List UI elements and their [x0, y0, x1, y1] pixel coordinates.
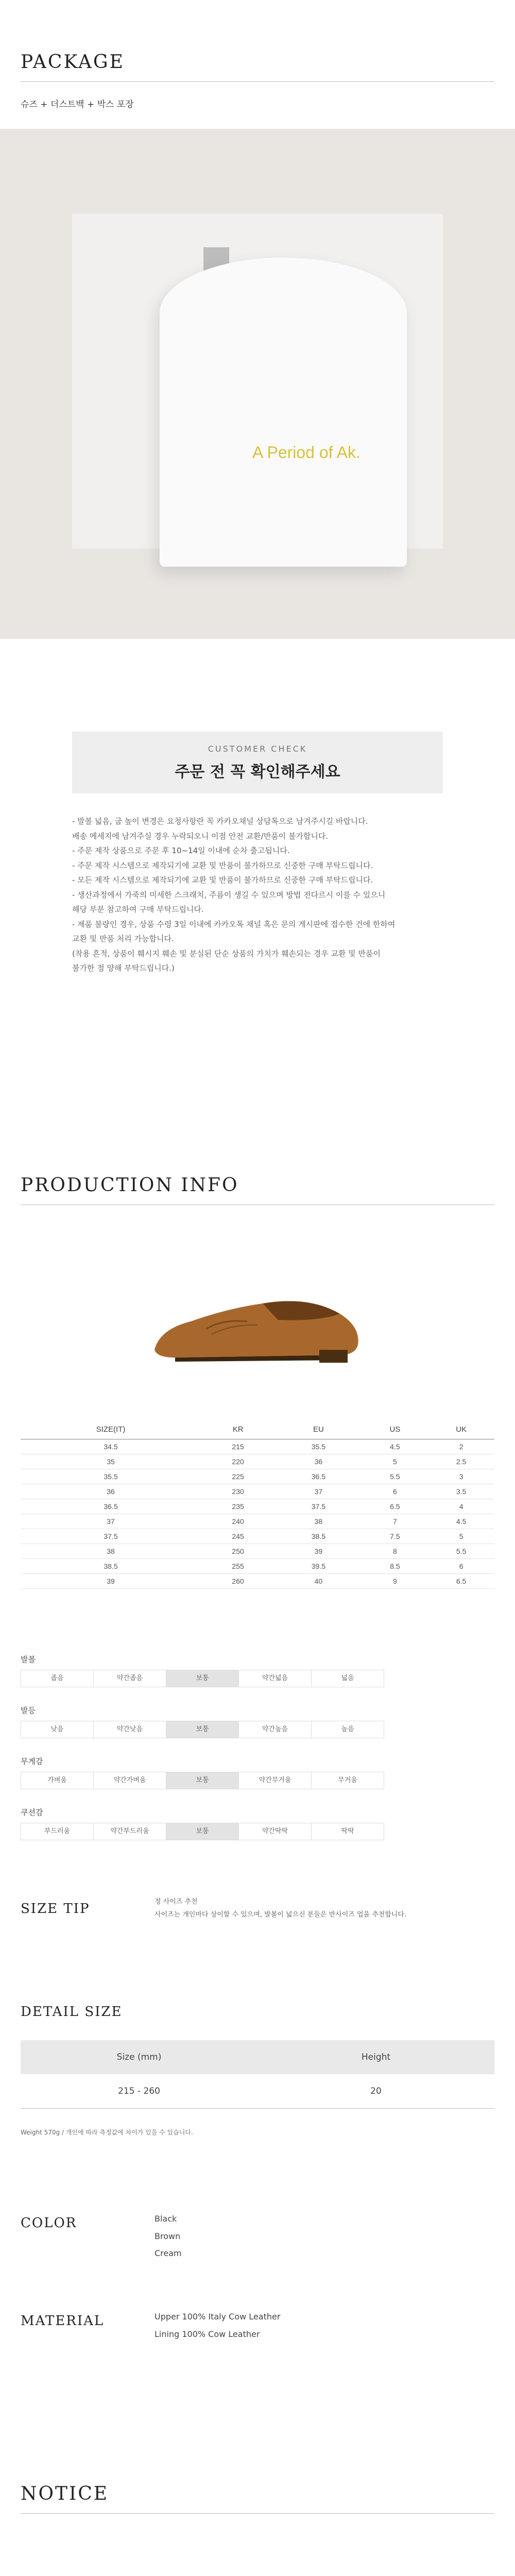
notice-heading: NOTICE [21, 2483, 109, 2504]
size-cell: 4.5 [428, 1514, 494, 1529]
size-row [21, 1574, 494, 1589]
size-tip-line: 사이즈는 개인마다 상이할 수 있으며, 발볼이 넓으신 분들은 반사이즈 업을 추천합니다. [154, 1910, 407, 1919]
customer-check-item: - 주문 제작 시스템으로 제작되기에 교환 및 반품이 불가하므로 신중한 구매 부탁드립니다. [72, 860, 373, 870]
size-cell: 6.5 [362, 1499, 428, 1514]
size-cell: 35.5 [275, 1439, 362, 1454]
detail-height-header: Height [258, 2040, 494, 2074]
fit-option-cell: 보통 [166, 1670, 239, 1687]
size-cell: 2 [428, 1439, 494, 1454]
size-cell: 6 [428, 1559, 494, 1574]
fit-option-group [21, 1756, 494, 1789]
size-cell: 230 [201, 1484, 275, 1499]
customer-check-item: - 제품 불량인 경우, 상품 수령 3일 이내에 카카오톡 채널 혹은 문의 게시판에 접수한 건에 한하여 [72, 919, 396, 929]
package-divider [21, 81, 494, 82]
material-label: MATERIAL [21, 2313, 105, 2329]
size-row [21, 1484, 494, 1499]
fit-option-cell: 높음 [311, 1721, 384, 1738]
size-cell: 8.5 [362, 1559, 428, 1574]
size-cell: 215 [201, 1439, 275, 1454]
color-cream: Cream [154, 2248, 182, 2259]
fit-option-scale [21, 1772, 494, 1789]
size-cell: 245 [201, 1529, 275, 1544]
fit-option-scale [21, 1670, 494, 1687]
fit-option-label: 무게감 [21, 1757, 43, 1766]
fit-option-cell: 약간넓음 [238, 1670, 312, 1687]
size-cell: 5 [428, 1529, 494, 1544]
fit-option-cell: 약간좁음 [93, 1670, 166, 1687]
size-column-header: US [362, 1422, 428, 1439]
color-black: Black [154, 2214, 177, 2224]
fit-option-cell: 무거움 [311, 1772, 384, 1789]
size-cell: 9 [362, 1574, 428, 1589]
fit-option-cell: 약간높음 [238, 1721, 312, 1738]
size-cell: 4 [428, 1499, 494, 1514]
fit-option-cell: 약간낮음 [93, 1721, 166, 1738]
size-column-header: UK [428, 1422, 494, 1439]
size-cell: 40 [275, 1574, 362, 1589]
size-row [21, 1439, 494, 1454]
size-cell: 38.5 [21, 1559, 201, 1574]
fit-option-cell: 낮음 [21, 1721, 94, 1738]
dust-bag [160, 258, 407, 567]
fit-option-group [21, 1654, 494, 1687]
size-cell: 39.5 [275, 1559, 362, 1574]
fit-option-label: 발등 [21, 1706, 36, 1715]
size-row [21, 1499, 494, 1514]
size-row [21, 1514, 494, 1529]
size-cell: 6.5 [428, 1574, 494, 1589]
size-table [21, 1422, 494, 1589]
size-tip-line: 정 사이즈 추천 [154, 1898, 198, 1906]
size-cell: 225 [201, 1469, 275, 1484]
fit-option-group [21, 1807, 494, 1840]
fit-options [21, 1654, 494, 1858]
production-heading: PRODUCTION INFO [21, 1175, 239, 1196]
size-cell: 38 [21, 1544, 201, 1559]
size-cell: 255 [201, 1559, 275, 1574]
customer-check-item: - 주문 제작 상품으로 주문 후 10~14일 이내에 순차 출고됩니다. [72, 846, 290, 855]
customer-check-list [72, 814, 443, 976]
size-cell: 36 [275, 1454, 362, 1469]
fit-option-cell: 딱딱 [311, 1823, 384, 1840]
customer-check-title: CUSTOMER CHECK [208, 744, 307, 754]
customer-check-item: 해당 부분 참고하여 구매 부탁드립니다. [72, 905, 204, 914]
size-row [21, 1454, 494, 1469]
size-cell: 37.5 [21, 1529, 201, 1544]
detail-size-header: Size (mm) [21, 2040, 258, 2074]
detail-size-table [21, 2040, 494, 2109]
size-cell: 2.5 [428, 1454, 494, 1469]
fit-option-cell: 부드러움 [21, 1823, 94, 1840]
fit-option-cell: 보통 [166, 1823, 239, 1840]
customer-check-item: - 생산과정에서 가죽의 미세한 스크래치, 주름이 생길 수 있으며 방법 전다르시 이를 수 있으니 [72, 890, 386, 900]
size-cell: 38 [275, 1514, 362, 1529]
size-cell: 6 [362, 1484, 428, 1499]
size-column-header: SIZE(IT) [21, 1422, 201, 1439]
material-values [154, 2308, 280, 2343]
size-cell: 3 [428, 1469, 494, 1484]
notice-divider [21, 2513, 494, 2514]
fit-option-cell: 가벼움 [21, 1772, 94, 1789]
size-cell: 4.5 [362, 1439, 428, 1454]
size-cell: 260 [201, 1574, 275, 1589]
size-cell: 37.5 [275, 1499, 362, 1514]
fit-option-cell: 약간부드러움 [93, 1823, 166, 1840]
size-cell: 36 [21, 1484, 201, 1499]
size-cell: 36.5 [275, 1469, 362, 1484]
material-upper: Upper 100% Italy Cow Leather [154, 2312, 281, 2321]
detail-height-value: 20 [258, 2074, 494, 2108]
customer-check-item: - 발볼 넓음, 굽 높이 변경은 요청사항란 꼭 카카오채널 상담톡으로 남겨주시길 바랍니다. [72, 817, 368, 826]
size-cell: 3.5 [428, 1484, 494, 1499]
fit-option-cell: 약간무거움 [238, 1772, 312, 1789]
size-cell: 5.5 [362, 1469, 428, 1484]
customer-check-item: - 모든 제작 시스템으로 제작되기에 교환 및 반품이 불가하므로 신중한 구매 부탁드립니다. [72, 875, 373, 885]
fit-option-cell: 보통 [166, 1721, 239, 1738]
detail-size-note: Weight 570g / 개인에 따라 측정값에 차이가 있을 수 있습니다. [21, 2129, 193, 2136]
color-values [154, 2210, 182, 2262]
size-cell: 37 [21, 1514, 201, 1529]
customer-check-item: 배송 메세지에 남겨주실 경우 누락되오니 이점 안전 교환/반품이 불가합니다. [72, 831, 329, 841]
loafer-image [144, 1273, 371, 1365]
fit-option-label: 쿠션감 [21, 1808, 43, 1817]
size-column-header: EU [275, 1422, 362, 1439]
size-cell: 38.5 [275, 1529, 362, 1544]
detail-size-label: DETAIL SIZE [21, 2004, 123, 2020]
size-cell: 5 [362, 1454, 428, 1469]
fit-option-scale [21, 1721, 494, 1738]
size-cell: 220 [201, 1454, 275, 1469]
fit-option-cell: 넓음 [311, 1670, 384, 1687]
size-cell: 250 [201, 1544, 275, 1559]
size-cell: 35 [21, 1454, 201, 1469]
size-cell: 34.5 [21, 1439, 201, 1454]
package-photo [0, 129, 515, 639]
size-cell: 7 [362, 1514, 428, 1529]
fit-option-cell: 좁음 [21, 1670, 94, 1687]
fit-option-cell: 약간딱딱 [238, 1823, 312, 1840]
customer-check-item: (착용 흔적, 상품이 훼시지 훼손 및 분실된 단순 상품의 가치가 훼손되는 경우 교환 및 반품이 [72, 948, 381, 958]
size-cell: 8 [362, 1544, 428, 1559]
size-column-header: KR [201, 1422, 275, 1439]
package-subtitle: 슈즈 + 더스트백 + 박스 포장 [21, 99, 134, 110]
size-cell: 235 [201, 1499, 275, 1514]
size-cell: 36.5 [21, 1499, 201, 1514]
customer-check-subtitle: 주문 전 꼭 확인해주세요 [175, 763, 340, 781]
size-cell: 240 [201, 1514, 275, 1529]
size-tip-text [154, 1896, 494, 1921]
size-cell: 5.5 [428, 1544, 494, 1559]
size-cell: 35.5 [21, 1469, 201, 1484]
size-tip-label: SIZE TIP [21, 1901, 90, 1917]
detail-size-value: 215 - 260 [21, 2074, 258, 2108]
size-cell: 7.5 [362, 1529, 428, 1544]
size-cell: 39 [275, 1544, 362, 1559]
material-lining: Lining 100% Cow Leather [154, 2329, 260, 2339]
fit-option-group [21, 1705, 494, 1738]
color-brown: Brown [154, 2231, 181, 2241]
size-row [21, 1469, 494, 1484]
color-label: COLOR [21, 2215, 77, 2231]
customer-check-item: 불가한 점 양해 부탁드립니다.) [72, 963, 175, 973]
fit-option-cell: 보통 [166, 1772, 239, 1789]
customer-check-item: 교환 및 반품 처리 가능합니다. [72, 934, 174, 943]
size-row [21, 1559, 494, 1574]
size-cell: 39 [21, 1574, 201, 1589]
size-row [21, 1544, 494, 1559]
size-cell: 37 [275, 1484, 362, 1499]
package-heading: PACKAGE [21, 52, 125, 73]
fit-option-scale [21, 1823, 494, 1840]
fit-option-label: 발볼 [21, 1655, 36, 1664]
customer-check-box [72, 732, 443, 793]
bag-brand-text: A Period of Ak. [252, 443, 360, 462]
size-row [21, 1529, 494, 1544]
fit-option-cell: 약간가벼움 [93, 1772, 166, 1789]
